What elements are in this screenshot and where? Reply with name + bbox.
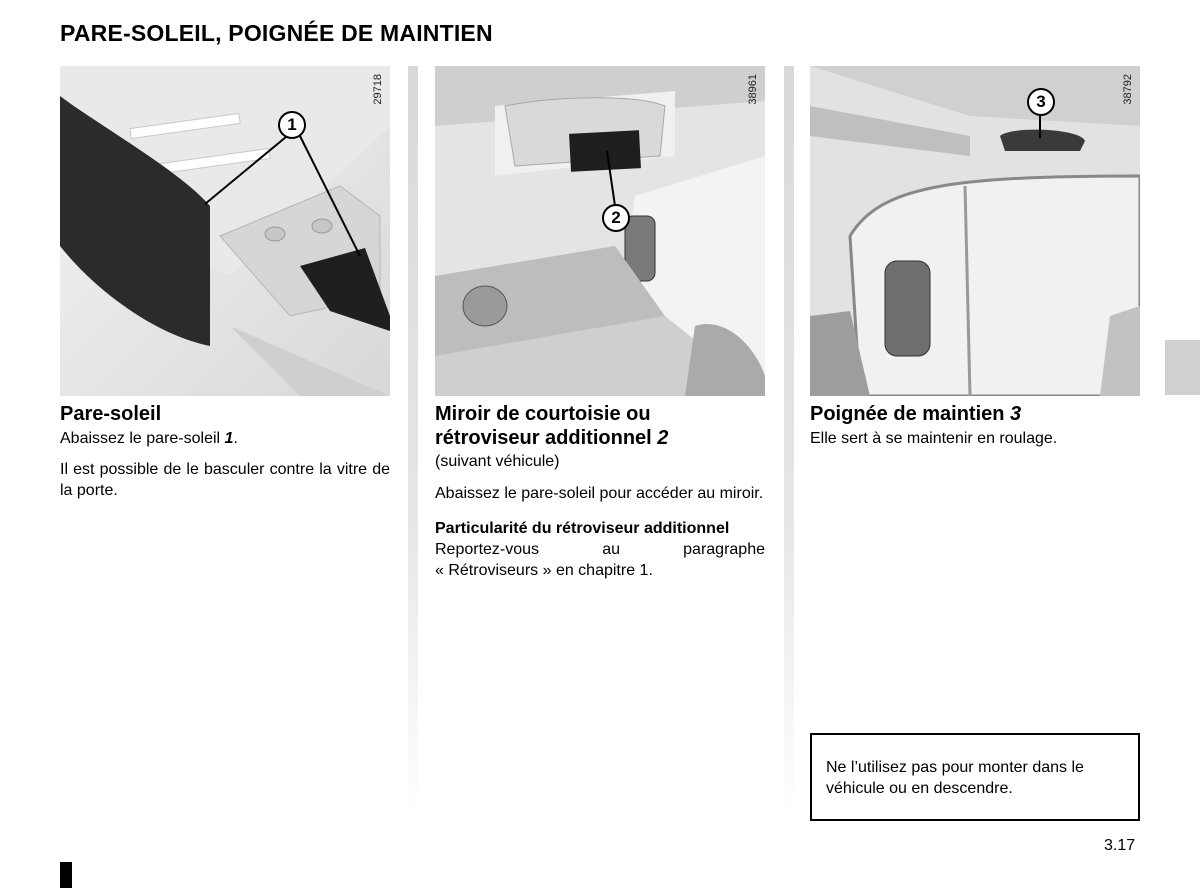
sun-visor-note: Il est possible de le basculer contre la vitre de la porte.	[60, 461, 390, 499]
subnote: (suivant véhicule)	[435, 453, 560, 470]
figure-id: 29718	[372, 74, 384, 105]
vanity-mirror-illustration	[435, 66, 765, 396]
callout-1: 1	[278, 111, 306, 139]
sun-visor-instruction: Abaissez le pare-soleil 1.	[60, 430, 238, 447]
figure-id: 38792	[1122, 74, 1134, 105]
reference-line-2: « Rétroviseurs » en chapitre 1.	[435, 562, 653, 579]
callout-3: 3	[1027, 88, 1055, 116]
heading-grab-handle: Poignée de maintien 3	[810, 403, 1022, 425]
warning-box: Ne l’utilisez pas pour monter dans le véhicule ou en descendre.	[810, 733, 1140, 821]
sun-visor-illustration	[60, 66, 390, 396]
chapter-tab	[1165, 340, 1200, 395]
column-separator	[784, 66, 794, 816]
vanity-mirror-instruction: Abaissez le pare-soleil pour accéder au miroir.	[435, 485, 764, 502]
heading-sun-visor: Pare-soleil	[60, 403, 162, 425]
subheading-additional-mirror: Particularité du rétroviseur additionnel	[435, 520, 730, 537]
heading-vanity-mirror: Miroir de courtoisie ou rétroviseur additionnel 2	[435, 403, 669, 449]
column-vanity-mirror	[435, 66, 765, 581]
grab-handle-illustration	[810, 66, 1140, 396]
page-edge-marker	[60, 862, 72, 888]
grab-handle-description: Elle sert à se maintenir en roulage.	[810, 430, 1058, 447]
column-grab-handle	[810, 66, 1140, 459]
reference-line-1: Reportez-vous au paragraphe	[435, 541, 765, 558]
callout-2: 2	[602, 204, 630, 232]
column-separator	[408, 66, 418, 816]
figure-id: 38961	[747, 74, 759, 105]
column-sun-visor	[60, 66, 390, 511]
page-title: PARE-SOLEIL, POIGNÉE DE MAINTIEN	[60, 20, 493, 46]
page-number: 3.17	[1104, 837, 1136, 854]
